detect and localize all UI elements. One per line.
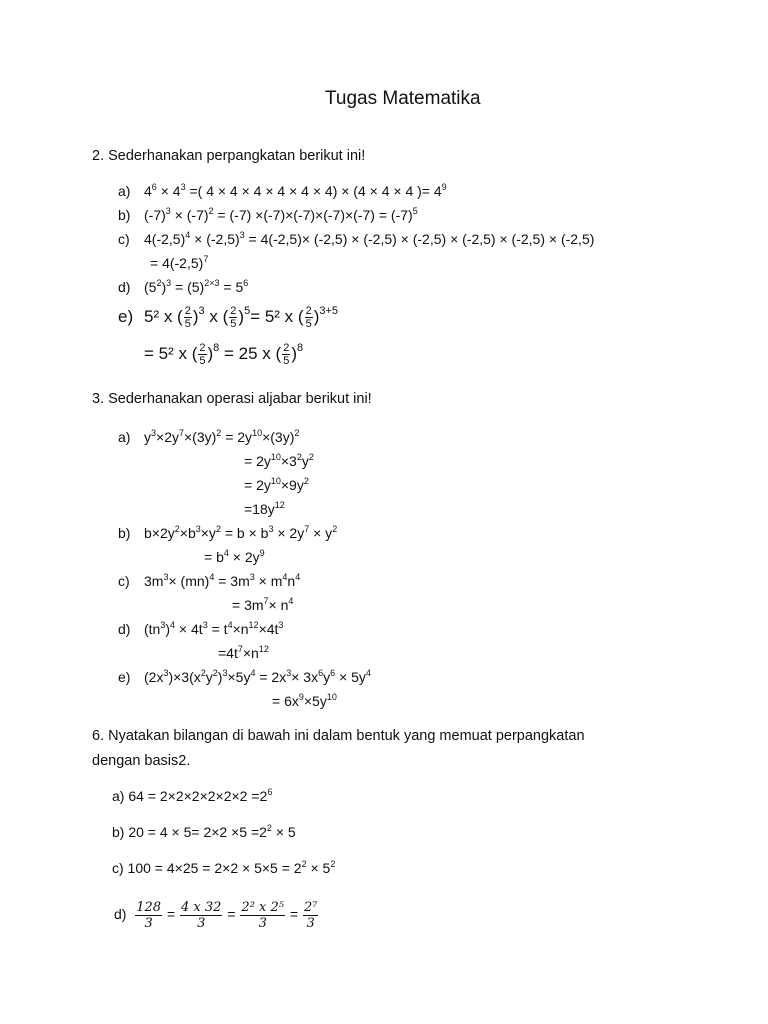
expr: ×4t	[258, 621, 279, 637]
exp: 2	[216, 428, 222, 438]
expr: ×5y	[227, 669, 251, 685]
exp: 3	[198, 304, 205, 317]
q2-item-b	[118, 206, 418, 224]
expr: )	[313, 306, 320, 326]
exp: 7	[203, 254, 209, 264]
expr: 64 = 2×2×2×2×2×2 =2	[124, 788, 268, 804]
q2-item-e-continued	[144, 342, 303, 367]
exp: 4	[295, 572, 301, 582]
exp: 9	[441, 182, 447, 192]
fraction	[282, 342, 290, 367]
exp: 2	[303, 476, 309, 486]
expr: 4	[144, 183, 152, 199]
q2-item-d	[118, 278, 248, 296]
expr: = 2y	[244, 453, 271, 469]
q3-item-a	[118, 428, 299, 446]
exp: 7	[237, 644, 243, 654]
denominator: 5	[184, 318, 191, 330]
expr: )	[161, 279, 167, 295]
exp: 7	[178, 428, 184, 438]
exp: 5	[412, 206, 418, 216]
expr: × y	[309, 525, 333, 541]
exp: 12	[274, 500, 285, 510]
item-label: a)	[112, 788, 125, 804]
q3-item-a-step2	[244, 452, 314, 470]
q3-item-c	[118, 572, 300, 590]
expr: = 4(-2,5)	[150, 255, 204, 271]
expr: × 5	[306, 860, 331, 876]
exp: 6	[243, 278, 249, 288]
expr: = 4(-2,5)× (-2,5) × (-2,5) × (-2,5) × (-2,5) × (-2,5) × (-2,5)	[244, 231, 595, 247]
item-label: b)	[118, 525, 131, 541]
expr: (tn	[144, 621, 161, 637]
exp: 4	[209, 572, 215, 582]
denominator: 3	[144, 915, 153, 931]
expr: ×y	[200, 525, 216, 541]
equals-sign: =	[227, 906, 236, 922]
exp: 3	[239, 230, 245, 240]
numerator: 2	[230, 305, 237, 317]
expr: × (-2,5)	[190, 231, 240, 247]
q2-heading: 2. Sederhanakan perpangkatan berikut ini!	[92, 148, 366, 164]
expr: )	[291, 343, 297, 363]
item-label: b)	[118, 207, 131, 223]
item-label: e)	[118, 306, 134, 326]
fraction	[180, 900, 222, 931]
q3-item-a-step3	[244, 476, 309, 494]
exp: 3	[180, 182, 186, 192]
q3-item-b-continued	[204, 548, 265, 566]
expr: )	[217, 669, 223, 685]
expr: = 2y	[244, 477, 271, 493]
fraction	[184, 305, 192, 330]
expr: x (	[204, 306, 229, 326]
exp: 3	[286, 668, 292, 678]
item-label: d)	[118, 621, 131, 637]
exp: 3	[165, 206, 171, 216]
exp: 6	[330, 668, 336, 678]
expr: )	[192, 306, 199, 326]
denominator: 5	[199, 355, 206, 367]
exp: 9	[259, 548, 265, 558]
exp: 4	[250, 668, 256, 678]
exp: 4	[185, 230, 191, 240]
exp: 3	[163, 668, 169, 678]
expr: =18y	[244, 501, 275, 517]
exp: 3	[195, 524, 201, 534]
page-title: Tugas Matematika	[325, 88, 481, 109]
item-label: c)	[118, 573, 130, 589]
q6-heading-line1: 6. Nyatakan bilangan di bawah ini dalam bentuk yang memuat perpangkatan	[92, 728, 585, 744]
exp: 2	[212, 668, 218, 678]
numerator: 2⁷	[303, 899, 318, 915]
exp: 2	[200, 668, 206, 678]
fraction	[240, 900, 285, 931]
expr: 3m	[144, 573, 164, 589]
expr: =4t	[218, 645, 238, 661]
exp: 4	[365, 668, 371, 678]
q6-item-c	[112, 859, 335, 877]
item-label: e)	[118, 669, 131, 685]
exp: 9	[298, 692, 304, 702]
exp: 3+5	[319, 304, 339, 317]
expr: (5	[144, 279, 157, 295]
exp: 2	[332, 524, 338, 534]
expr: = (-7) ×(-7)×(-7)×(-7)×(-7) = (-7)	[213, 207, 413, 223]
item-label: a)	[118, 183, 131, 199]
exp: 6	[151, 182, 157, 192]
exp: 2	[174, 524, 180, 534]
denominator: 5	[305, 318, 312, 330]
expr: (2x	[144, 669, 164, 685]
expr: )	[165, 621, 171, 637]
q3-item-c-continued	[232, 596, 293, 614]
exp: 8	[296, 341, 304, 354]
equals-sign: =	[289, 906, 299, 922]
expr: = t	[207, 621, 228, 637]
numerator: 2	[184, 305, 191, 317]
expr: 5² x (	[144, 306, 183, 326]
denominator: 3	[258, 915, 267, 931]
item-label: d)	[114, 906, 127, 922]
exp: 3	[278, 620, 284, 630]
expr: ×3	[280, 453, 297, 469]
exp: 2	[330, 859, 336, 869]
expr: × n	[268, 597, 289, 613]
exp: 12	[248, 620, 259, 630]
numerator: 2	[283, 342, 290, 354]
item-label: c)	[118, 231, 130, 247]
expr: ×(3y)	[184, 429, 217, 445]
expr: y	[323, 669, 331, 685]
exp: 5	[244, 304, 251, 317]
equals-sign: =	[166, 906, 176, 922]
q3-item-b	[118, 524, 337, 542]
expr: × 3x	[291, 669, 319, 685]
numerator: 2² 𝑥 2⁵	[241, 899, 284, 915]
exp: 2	[294, 428, 300, 438]
q3-item-d	[118, 620, 283, 638]
expr: × (-7)	[170, 207, 209, 223]
numerator: 2	[305, 305, 312, 317]
fraction	[303, 900, 318, 931]
expr: × 2y	[273, 525, 305, 541]
expr: =( 4 × 4 × 4 × 4 × 4 × 4) × (4 × 4 × 4 )= 4	[185, 183, 442, 199]
exp: 3	[160, 620, 166, 630]
expr: b×2y	[144, 525, 175, 541]
exp: 12	[258, 644, 269, 654]
q2-item-c-continued	[150, 254, 208, 272]
exp: 2	[308, 452, 314, 462]
exp: 7	[304, 524, 310, 534]
exp: 2	[296, 452, 302, 462]
expr: ×5y	[303, 693, 327, 709]
q3-item-e-continued	[272, 692, 337, 710]
exp: 3	[166, 278, 172, 288]
expr: 4(-2,5)	[144, 231, 186, 247]
exp: 10	[252, 428, 263, 438]
denominator: 3	[306, 915, 315, 931]
exp: 10	[326, 692, 337, 702]
denominator: 3	[197, 915, 206, 931]
expr: ×n	[242, 645, 259, 661]
expr: = 5² x (	[144, 343, 198, 363]
expr: = 5	[219, 279, 244, 295]
expr: y	[144, 429, 151, 445]
item-label: c)	[112, 860, 124, 876]
q2-item-a	[118, 182, 447, 200]
exp: 3	[202, 620, 208, 630]
exp: 4	[282, 572, 288, 582]
expr: (-7)	[144, 207, 166, 223]
q3-item-a-step4	[244, 500, 285, 518]
numerator: 128	[136, 899, 162, 915]
expr: = 25 x (	[219, 343, 282, 363]
q3-item-e	[118, 668, 371, 686]
numerator: 2	[199, 342, 206, 354]
q6-item-d	[114, 896, 319, 932]
expr: × m	[254, 573, 283, 589]
expr: )×3(x	[168, 669, 201, 685]
exp: 10	[270, 476, 281, 486]
exp: 2	[156, 278, 162, 288]
expr: × 2y	[228, 549, 260, 565]
exp: 10	[270, 452, 281, 462]
exp: 3	[151, 428, 157, 438]
q3-item-d-continued	[218, 644, 269, 662]
expr: = 3m	[214, 573, 250, 589]
q2-item-c	[118, 230, 594, 248]
expr: = 2x	[255, 669, 287, 685]
exp: 4	[223, 548, 229, 558]
expr: ×9y	[280, 477, 304, 493]
item-label: b)	[112, 824, 125, 840]
exp: 2	[208, 206, 214, 216]
q3-heading: 3. Sederhanakan operasi aljabar berikut ini!	[92, 391, 372, 407]
expr: ×(3y)	[262, 429, 295, 445]
exp: 2	[301, 859, 307, 869]
exp: 2	[266, 823, 272, 833]
expr: = 6x	[272, 693, 299, 709]
item-label: d)	[118, 279, 131, 295]
expr: n	[287, 573, 296, 589]
exp: 8	[213, 341, 220, 354]
q6-item-a	[112, 787, 272, 805]
expr: = b × b	[220, 525, 269, 541]
fraction	[305, 305, 313, 330]
expr: 100 = 4×25 = 2×2 × 5×5 = 2	[123, 860, 302, 876]
expr: × 5	[271, 824, 296, 840]
exp: 4	[227, 620, 233, 630]
denominator: 5	[230, 318, 237, 330]
expr: = 3m	[232, 597, 264, 613]
numerator: 4 𝑥 32	[181, 899, 222, 915]
exp: 7	[263, 596, 269, 606]
expr: )	[238, 306, 245, 326]
exp: 3	[249, 572, 255, 582]
expr: ×n	[232, 621, 249, 637]
fraction	[135, 900, 162, 931]
expr: 20 = 4 × 5= 2×2 ×5 =2	[124, 824, 267, 840]
exp: 6	[267, 787, 273, 797]
q6-heading-line2: dengan basis2.	[92, 753, 191, 769]
expr: = 5² x (	[250, 306, 304, 326]
expr: × (mn)	[168, 573, 210, 589]
exp: 3	[163, 572, 169, 582]
expr: y	[301, 453, 309, 469]
expr: ×b	[179, 525, 196, 541]
exp: 4	[170, 620, 176, 630]
expr: = (5)	[171, 279, 205, 295]
exp: 3	[222, 668, 228, 678]
expr: × 5y	[335, 669, 366, 685]
fraction	[229, 305, 237, 330]
denominator: 5	[283, 355, 290, 367]
expr: = b	[204, 549, 224, 565]
exp: 6	[318, 668, 324, 678]
expr: × 4t	[175, 621, 203, 637]
expr: ×2y	[156, 429, 179, 445]
exp: 3	[268, 524, 274, 534]
expr: y	[205, 669, 213, 685]
fraction	[198, 342, 206, 367]
expr: )	[207, 343, 214, 363]
exp: 2	[215, 524, 221, 534]
expr: × 4	[156, 183, 181, 199]
q2-item-e	[118, 305, 338, 330]
exp: 4	[288, 596, 294, 606]
item-label: a)	[118, 429, 131, 445]
q6-item-b	[112, 823, 296, 841]
exp: 2×3	[204, 278, 220, 288]
expr: = 2y	[221, 429, 253, 445]
